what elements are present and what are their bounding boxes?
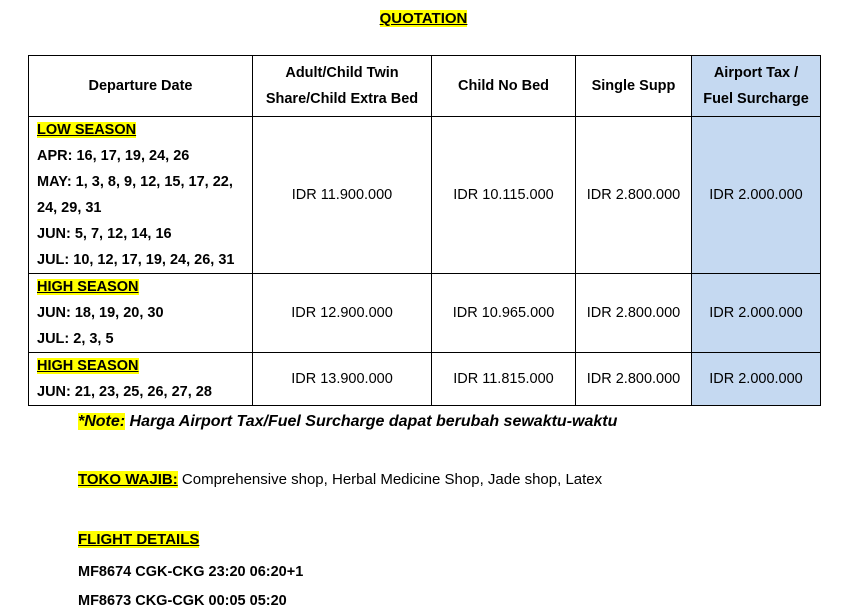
- surcharge-note: [78, 412, 617, 432]
- airport-tax-price: IDR 2.000.000: [692, 117, 821, 274]
- header-twin-share: [253, 56, 432, 117]
- header-tax-line2: Fuel Surcharge: [703, 91, 809, 107]
- header-airport-tax: [692, 56, 821, 117]
- departure-cell: [29, 117, 253, 274]
- table-row: [29, 353, 821, 406]
- airport-tax-price: IDR 2.000.000: [692, 353, 821, 406]
- single-supp-price: IDR 2.800.000: [576, 274, 692, 353]
- note-label: *Note:: [78, 413, 126, 430]
- season-label: LOW SEASON: [37, 122, 137, 138]
- date-line: JUL: 2, 3, 5: [37, 331, 114, 347]
- departure-cell: [29, 353, 253, 406]
- title-text: QUOTATION: [379, 10, 468, 27]
- header-departure-date: Departure Date: [29, 56, 253, 117]
- flight-details-label: FLIGHT DETAILS: [78, 531, 200, 548]
- page-title: [0, 9, 847, 29]
- twin-share-price: IDR 13.900.000: [253, 353, 432, 406]
- header-child-no-bed: Child No Bed: [432, 56, 576, 117]
- quotation-table: [28, 55, 821, 406]
- child-no-bed-price: IDR 10.115.000: [432, 117, 576, 274]
- single-supp-price: IDR 2.800.000: [576, 353, 692, 406]
- season-label: HIGH SEASON: [37, 279, 139, 295]
- header-tax-line1: Airport Tax /: [713, 65, 799, 81]
- twin-share-price: IDR 11.900.000: [253, 117, 432, 274]
- single-supp-price: IDR 2.800.000: [576, 117, 692, 274]
- date-line: JUN: 18, 19, 20, 30: [37, 305, 164, 321]
- note-text: Harga Airport Tax/Fuel Surcharge dapat berubah sewaktu-waktu: [125, 413, 618, 430]
- table-header-row: [29, 56, 821, 117]
- date-line: JUN: 21, 23, 25, 26, 27, 28: [37, 384, 212, 400]
- flight-line-return: MF8673 CKG-CGK 00:05 05:20: [78, 593, 287, 609]
- date-line: JUL: 10, 12, 17, 19, 24, 26, 31: [37, 252, 235, 268]
- shops-label: TOKO WAJIB:: [78, 471, 178, 488]
- header-single-supp: Single Supp: [576, 56, 692, 117]
- child-no-bed-price: IDR 10.965.000: [432, 274, 576, 353]
- table-row: [29, 274, 821, 353]
- flight-line-outbound: MF8674 CGK-CKG 23:20 06:20+1: [78, 564, 304, 580]
- shops-text: Comprehensive shop, Herbal Medicine Shop, Jade shop, Latex: [177, 471, 603, 488]
- date-line: 24, 29, 31: [37, 200, 102, 216]
- table-row: [29, 117, 821, 274]
- header-twin-line2: Share/Child Extra Bed: [265, 91, 419, 107]
- date-line: MAY: 1, 3, 8, 9, 12, 15, 17, 22,: [37, 174, 233, 190]
- airport-tax-price: IDR 2.000.000: [692, 274, 821, 353]
- date-line: JUN: 5, 7, 12, 14, 16: [37, 226, 172, 242]
- season-label: HIGH SEASON: [37, 358, 139, 374]
- date-line: APR: 16, 17, 19, 24, 26: [37, 148, 190, 164]
- twin-share-price: IDR 12.900.000: [253, 274, 432, 353]
- header-twin-line1: Adult/Child Twin: [285, 65, 399, 81]
- mandatory-shops: [78, 470, 602, 490]
- child-no-bed-price: IDR 11.815.000: [432, 353, 576, 406]
- departure-cell: [29, 274, 253, 353]
- flight-details-title: [78, 530, 199, 550]
